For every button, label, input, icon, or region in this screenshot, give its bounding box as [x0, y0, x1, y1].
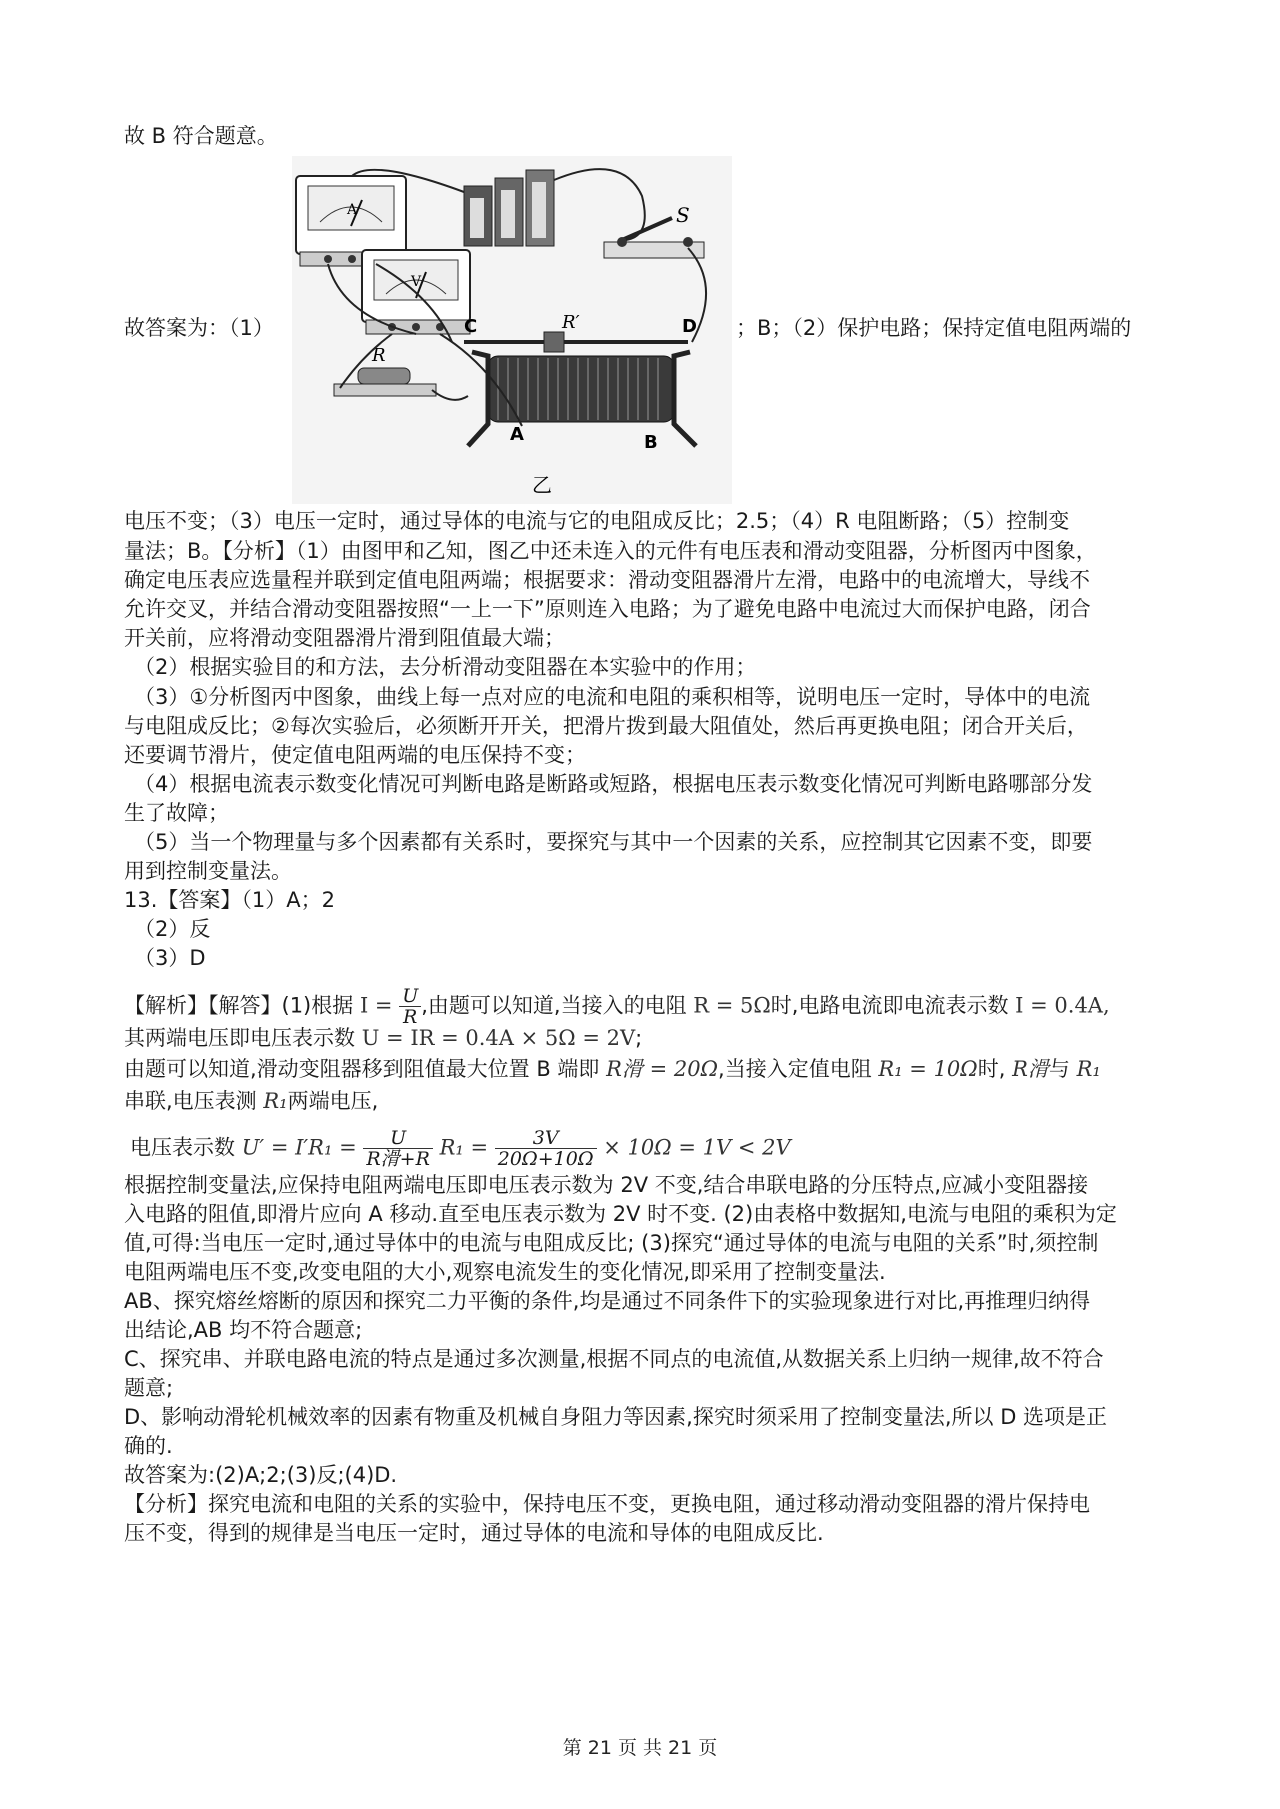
text-line	[124, 1087, 1164, 1116]
text-line: 根据控制变量法,应保持电阻两端电压即电压表示数为 2V 不变,结合串联电路的分压特点,应减小变阻器接	[124, 1173, 1089, 1197]
text-line: 允许交叉，并结合滑动变阻器按照“一上一下”原则连入电路；为了避免电路中电流过大而保护电路，闭合	[124, 597, 1091, 621]
text-line: 与电阻成反比；②每次实验后，必须断开开关，把滑片拨到最大阻值处，然后再更换电阻；闭合开关后，	[124, 714, 1088, 738]
text-segment: 电压表示数	[130, 1135, 235, 1160]
text-line: 故答案为:(2)A;2;(3)反;(4)D.	[124, 1463, 398, 1487]
text-line: 入电路的阻值,即滑片应向 A 移动.直至电压表示数为 2V 时不变. (2)由表格中数据知,电流与电阻的乘积为定	[124, 1202, 1117, 1226]
text-right: ；B；（2）保护电路；保持定值电阻两端的	[736, 316, 1132, 340]
math-expr: R₁	[263, 1089, 288, 1113]
math-expr: I = 0.4A,	[1015, 993, 1110, 1018]
math-expr: R₁	[1076, 1057, 1101, 1081]
text-line: 值,可得:当电压一定时,通过导体中的电流与电阻成反比; (3)探究“通过导体的电流与电阻的关系”时,须控制	[124, 1231, 1099, 1255]
text-line: （3）D	[134, 946, 206, 970]
text-line: D、影响动滑轮机械效率的因素有物重及机械自身阻力等因素,探究时须采用了控制变量法,所以 D 选项是正	[124, 1405, 1108, 1429]
text-segment: 由题可以知道,滑动变阻器移到阻值最大位置 B 端即	[124, 1057, 600, 1081]
text-line: 生了故障；	[124, 801, 229, 825]
text-line: 出结论,AB 均不符合题意;	[124, 1318, 363, 1342]
math-expr: U = IR = 0.4A × 5Ω = 2V	[361, 1026, 636, 1050]
math-expr: U′ = I′R₁ =	[241, 1135, 357, 1160]
terminal-d-label: D	[682, 316, 697, 337]
text-segment: 串联,电压表测	[124, 1089, 257, 1113]
math-expr: R₁ =	[439, 1135, 489, 1160]
text-line: 题意;	[124, 1376, 174, 1400]
terminal-a-label: A	[510, 424, 524, 445]
ammeter-label: A	[347, 202, 358, 218]
text-line: 压不变，得到的规律是当电压一定时，通过导体的电流和导体的电阻成反比.	[124, 1521, 824, 1545]
text-line: 量法；B。【分析】（1）由图甲和乙知，图乙中还未连入的元件有电压表和滑动变阻器，分析图丙中图象，	[124, 539, 1097, 563]
text-line	[124, 1024, 1164, 1053]
math-fraction: $\frac{U}{\text{R滑+R}}$	[363, 1128, 433, 1169]
text-line: （2）反	[134, 917, 211, 941]
text-line: （2）根据实验目的和方法，去分析滑动变阻器在本实验中的作用；	[134, 655, 757, 679]
terminal-c-label: C	[464, 316, 478, 337]
text-segment: 与	[1048, 1057, 1070, 1081]
math-fraction: $\frac{U}{R}$	[399, 986, 421, 1027]
text-segment: 两端电压,	[287, 1089, 379, 1113]
math-fraction: $\frac{3V}{20\Omega+10\Omega}$	[495, 1128, 597, 1169]
text-line	[130, 1128, 1164, 1169]
text-line: 电压不变；（3）电压一定时，通过导体的电流与它的电阻成反比；2.5；（4）R 电阻断路；（5）控制变	[124, 509, 1070, 533]
text-line: 故 B 符合题意。	[124, 124, 278, 148]
math-expr: R滑 = 20Ω	[606, 1057, 719, 1081]
text-segment: ,由题可以知道,当接入的电阻	[421, 993, 687, 1018]
text-line: （4）根据电流表示数变化情况可判断电路是断路或短路，根据电压表示数变化情况可判断电路哪部分发	[134, 772, 1093, 796]
terminal-b-label: B	[644, 432, 658, 453]
text-segment: 时,	[977, 1057, 1006, 1081]
math-expr: R = 5Ω	[693, 993, 771, 1018]
text-line: 电阻两端电压不变,改变电阻的大小,观察电流发生的变化情况,即采用了控制变量法.	[124, 1260, 886, 1284]
text-left: 故答案为：（1）	[124, 316, 274, 340]
text-line: 确的.	[124, 1434, 173, 1458]
text-line: （3）①分析图丙中图象，曲线上每一点对应的电流和电阻的乘积相等，说明电压一定时，导体中的电流	[134, 685, 1091, 709]
text-line: 【分析】探究电流和电阻的关系的实验中，保持电压不变，更换电阻，通过移动滑动变阻器的滑片保持电	[124, 1492, 1090, 1516]
text-segment: 其两端电压即电压表示数	[124, 1026, 355, 1050]
text-line: 还要调节滑片，使定值电阻两端的电压保持不变；	[124, 743, 586, 767]
text-line: 用到控制变量法。	[124, 859, 292, 883]
resistor-label: R	[372, 345, 386, 366]
text-segment: 时,电路电流即电流表示数	[770, 993, 1009, 1018]
text-segment: ,当接入定值电阻	[718, 1057, 872, 1081]
text-line: AB、探究熔丝熔断的原因和探究二力平衡的条件,均是通过不同条件下的实验现象进行对比,再推理归纳得	[124, 1289, 1091, 1313]
text-line: 确定电压表应选量程并联到定值电阻两端；根据要求：滑动变阻器滑片左滑，电路中的电流增大，导线不	[124, 568, 1090, 592]
voltmeter-label: V	[411, 274, 422, 290]
math-expr: × 10Ω = 1V < 2V	[603, 1135, 791, 1160]
text-line	[124, 314, 1164, 343]
math-expr: R₁ = 10Ω	[878, 1057, 978, 1081]
text-line: C、探究串、并联电路电流的特点是通过多次测量,根据不同点的电流值,从数据关系上归纳一规律,故不符合	[124, 1347, 1104, 1371]
math-expr: R滑	[1012, 1057, 1049, 1081]
text-segment: ;	[635, 1026, 643, 1050]
figure-caption: 乙	[532, 473, 552, 497]
math-expr: I =	[359, 993, 393, 1018]
text-line	[124, 986, 1164, 1027]
text-segment: 【解析】【解答】(1)根据	[124, 993, 354, 1018]
text-line	[124, 1055, 1164, 1084]
page-footer: 第 21 页 共 21 页	[562, 1737, 718, 1759]
text-line: 开关前，应将滑动变阻器滑片滑到阻值最大端；	[124, 626, 565, 650]
text-line: （5）当一个物理量与多个因素都有关系时，要探究与其中一个因素的关系，应控制其它因素不变，即要	[134, 830, 1093, 854]
text-line: 13.【答案】（1）A；2	[124, 888, 335, 912]
rheostat-label: R′	[562, 312, 580, 333]
switch-label: S	[676, 203, 690, 227]
